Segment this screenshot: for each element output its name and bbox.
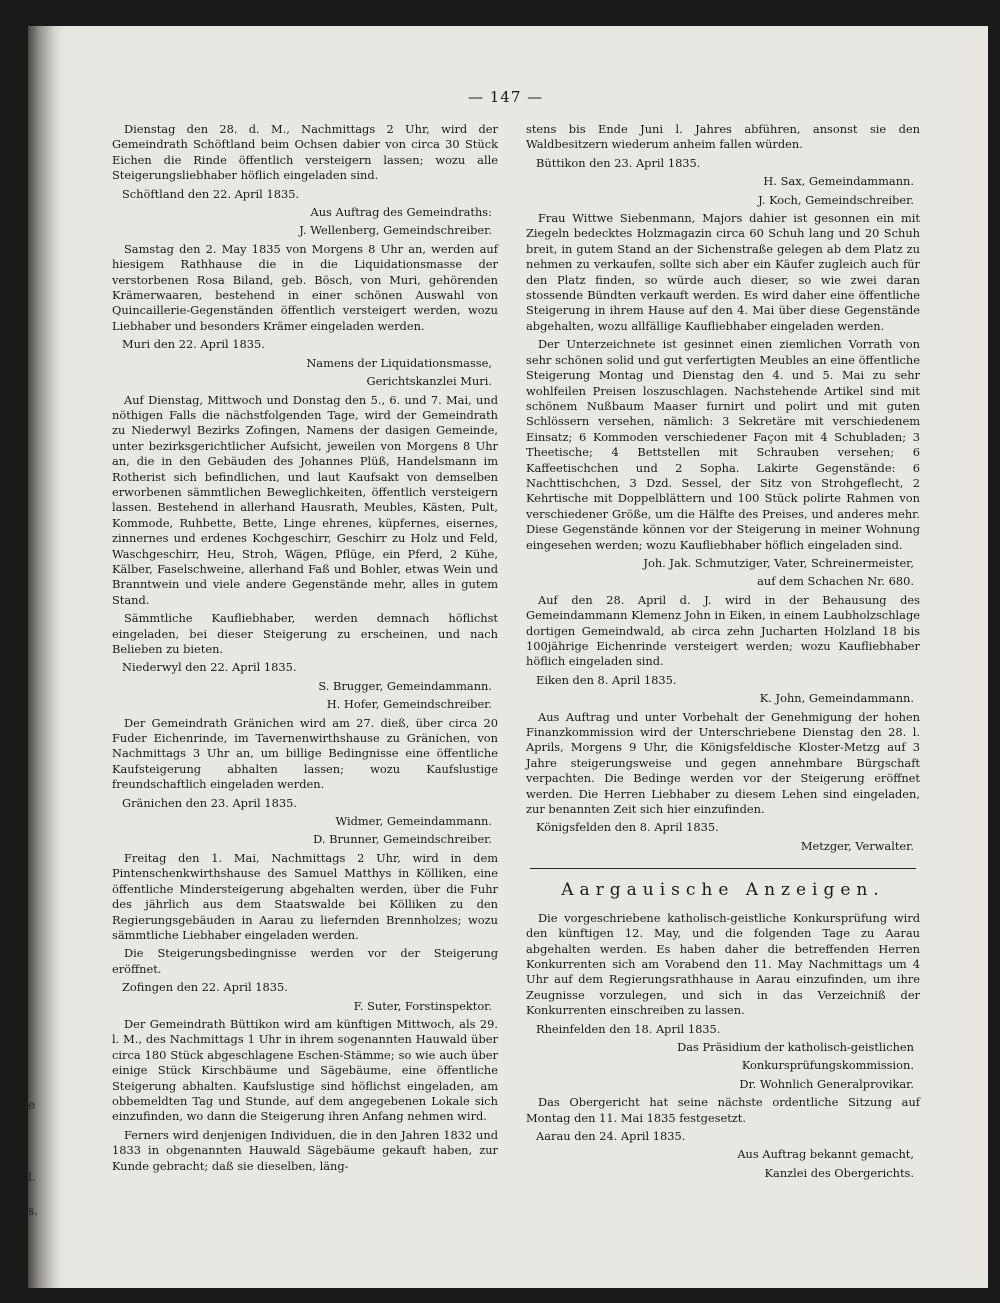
notice-signature: auf dem Schachen Nr. 680. xyxy=(757,574,914,589)
notice-signature: Dr. Wohnlich Generalprovikar. xyxy=(739,1076,914,1091)
notice-signature: Metzger, Verwalter. xyxy=(800,838,914,853)
notice-signature: Aus Auftrag des Gemeindraths: xyxy=(310,205,492,220)
notice-signature: H. Hofer, Gemeindschreiber. xyxy=(326,697,492,712)
notice-text: Freitag den 1. Mai, Nachmittags 2 Uhr, wird in dem Pintenschenkwirthshause des Samuel Matthys in Kölliken, eine öffentliche Mindersteigerung abgehalten werden, über die Fuhr des jährlich aus dem Staatswalde bei Kölliken zu den Regierungsgebäuden in Aarau zu liefernden Brennholzes; wozu sämmtliche Liebhaber eingeladen werden. xyxy=(112,850,498,942)
notice-signature: Kanzlei des Obergerichts. xyxy=(764,1165,914,1180)
notice-text: Aus Auftrag und unter Vorbehalt der Genehmigung der hohen Finanzkommission wird der Unterschriebene Dienstag den 28. l. Aprils, Morgens 9 Uhr, die Königsfeldische Kloster-Metzg auf 3 Jahre steigerungsweise und gegen annehmbare Bürgschaft verpachten. Die Bedinge werden vor der Steigerung eröffnet werden. Die Herren Liebhaber zu diesem Lehen sind eingeladen, zur benannten Zeit sich hier einzufinden. xyxy=(526,709,920,817)
notice-signature: S. Brugger, Gemeindammann. xyxy=(318,678,492,693)
notice-signature: Gerichtskanzlei Muri. xyxy=(366,374,492,389)
notice-signature: D. Brunner, Gemeindschreiber. xyxy=(313,832,492,847)
notice-text: Das Obergericht hat seine nächste ordentliche Sitzung auf Montag den 11. Mai 1835 festgesetzt. xyxy=(526,1095,920,1125)
margin-fragment: s. xyxy=(28,1204,38,1218)
notice-text: Der Unterzeichnete ist gesinnet einen ziemlichen Vorrath von sehr schönen solid und gut verfertigten Meubles an eine öffentliche Steigerung Montag und Dienstag den 4. und 5. Mai zu sehr wohlfeilen Preisen loszuschlagen. Nachstehende Artikel sind mit schönem Nußbaum Maaser furnirt und polirt und mit guten Schlössern versehen, nämlich: 3 Sekretäre mit verschiedenem Einsatz; 6 Kommoden verschiedener Façon mit 4 Schubladen; 3 Theetische; 4 Bettstellen mit Schrauben versehen; 6 Kaffeetischchen und 2 Sopha. Lakirte Gegenstände: 6 Nachttischchen, 3 Dzd. Sessel, der Sitz von Strohgeflecht, 2 Kehrtische mit Doppelblättern und 100 Stück polirte Rahmen von verschiedener Größe, um die Hälfte des Preises, und anderes mehr. Diese Gegenstände können vor der Steigerung in meiner Wohnung eingesehen werden; wozu Kaufliebhaber höflich eingeladen sind. xyxy=(526,337,920,552)
notice-signature: F. Suter, Forstinspektor. xyxy=(353,998,492,1013)
margin-fragment: e xyxy=(28,1098,36,1112)
margin-fragment: l. xyxy=(28,1170,36,1184)
notice-place-date: Gränichen den 23. April 1835. xyxy=(122,795,297,810)
notice-place-date: Schöftland den 22. April 1835. xyxy=(122,186,300,201)
notice-place-date: Zofingen den 22. April 1835. xyxy=(122,980,288,995)
notice-place-date: Büttikon den 23. April 1835. xyxy=(536,155,701,170)
right-column xyxy=(526,122,920,1184)
notice-place-date: Eiken den 8. April 1835. xyxy=(536,672,677,687)
notice-signature: K. John, Gemeindammann. xyxy=(759,691,914,706)
notice-signature: Konkursprüfungskommission. xyxy=(741,1058,914,1073)
notice-text: Der Gemeindrath Büttikon wird am künftigen Mittwoch, als 29. l. M., des Nachmittags 1 Uhr in ihrem sogenannten Hauwald über circa 180 Stück abgeschlagene Eschen-Stämme; so wie auch über einige Stück Kirschbäume und Sägebäume, eine öffentliche Steigerung abhalten. Kaufslustige sind höflichst eingeladen, am obbemeldten Tag und Stunde, auf dem angegebenen Lokale sich einzufinden, wo dann die Steigerung ihren Anfang nehmen wird. xyxy=(112,1016,498,1124)
right-column-notices xyxy=(526,122,920,854)
newspaper-page xyxy=(28,26,988,1288)
notice-signature: Aus Auftrag bekannt gemacht, xyxy=(737,1147,914,1162)
notice-signature: Joh. Jak. Schmutziger, Vater, Schreinermeister, xyxy=(643,555,914,570)
notice-signature: J. Koch, Gemeindschreiber. xyxy=(758,192,914,207)
section-separator xyxy=(530,868,916,869)
notice-text: Dienstag den 28. d. M., Nachmittags 2 Uhr, wird der Gemeindrath Schöftland beim Ochsen dabier von circa 30 Stück Eichen die Rinde öffentlich versteigern lassen; wozu alle Steigerungsliebhaber höflich eingeladen sind. xyxy=(112,122,498,183)
notice-signature: Namens der Liquidationsmasse, xyxy=(306,355,492,370)
notice-text: Samstag den 2. May 1835 von Morgens 8 Uhr an, werden auf hiesigem Rathhause die in die Liquidationsmasse der verstorbenen Rosa Biland, geb. Bösch, von Muri, gehörenden Krämerwaaren, bestehend in einer schönen Auswahl von Quincaillerie-Gegenständen öffentlich versteigert werden, wozu Liebhaber und besonders Krämer eingeladen werden. xyxy=(112,241,498,333)
notice-text: Ferners wird denjenigen Individuen, die in den Jahren 1832 und 1833 in obgenannten Hauwald Sägebäume gekauft haben, zur Kunde gebracht; daß sie dieselben, läng- xyxy=(112,1127,498,1173)
notice-place-date: Königsfelden den 8. April 1835. xyxy=(536,820,719,835)
notice-text: Die vorgeschriebene katholisch-geistliche Konkursprüfung wird den künftigen 12. May, und die folgenden Tage zu Aarau abgehalten werden. Es haben daher die betreffenden Herren Konkurrenten sich am Vorabend den 11. May Nachmittags um 4 Uhr auf dem Regierungsrathhause in Aarau einzufinden, um ihre Zeugnisse vorzulegen, und sich in das Verzeichniß der Konkurrenten einschreiben zu lassen. xyxy=(526,910,920,1018)
notice-text: Die Steigerungsbedingnisse werden vor der Steigerung eröffnet. xyxy=(112,946,498,976)
left-column xyxy=(112,122,498,1177)
notice-signature: Das Präsidium der katholisch-geistlichen xyxy=(677,1039,914,1054)
notice-signature: J. Wellenberg, Gemeindschreiber. xyxy=(299,223,492,238)
notice-signature: H. Sax, Gemeindammann. xyxy=(763,174,914,189)
notice-text: Sämmtliche Kaufliebhaber, werden demnach höflichst eingeladen, bei dieser Steigerung zu erscheinen, und nach Belieben zu bieten. xyxy=(112,611,498,656)
notice-text: Auf den 28. April d. J. wird in der Behausung des Gemeindammann Klemenz John in Eiken, in einem Laubholzschlage dortigen Gemeindwald, ab circa zehn Jucharten Holzland 18 bis 100jährige Eichenrinde versteigert werden; wozu Kaufliebhaber höflich eingeladen sind. xyxy=(526,592,920,669)
notice-place-date: Muri den 22. April 1835. xyxy=(122,337,265,352)
section-heading: Aargauische Anzeigen. xyxy=(561,880,885,901)
page-number: — 147 — xyxy=(468,88,544,106)
notice-text: Frau Wittwe Siebenmann, Majors dahier ist gesonnen ein mit Ziegeln bedecktes Holzmagazin circa 60 Schuh lang und 20 Schuh breit, in gutem Stand an der Sichenstraße gelegen ab dem Platz zu nehmen zu verkaufen, sollte sich aber ein Käufer zugleich auch für den Platz finden, so würde auch dieser, so wie zwei daran stossende Bündten verkauft werden. Es wird daher eine öffentliche Steigerung in ihrem Hause auf den 4. Mai über diese Gegenstände abgehalten, wozu allfällige Kaufliebhaber eingeladen werden. xyxy=(526,211,920,333)
notice-place-date: Niederwyl den 22. April 1835. xyxy=(122,660,297,675)
notice-place-date: Rheinfelden den 18. April 1835. xyxy=(536,1021,721,1036)
notice-text: Der Gemeindrath Gränichen wird am 27. dieß, über circa 20 Fuder Eichenrinde, im Tavernenwirthshause zu Gränichen, von Nachmittags 3 Uhr an, um billige Bedingnisse eine öffentliche Kaufsteigerung abhalten lassen; wozu Kaufslustige freundschaftlich eingeladen werden. xyxy=(112,715,498,792)
notice-text: stens bis Ende Juni l. Jahres abführen, ansonst sie den Waldbesitzern wiederum anheim fallen würden. xyxy=(526,122,920,152)
aargau-notices xyxy=(526,911,920,1182)
notice-signature: Widmer, Gemeindammann. xyxy=(335,814,492,829)
notice-place-date: Aarau den 24. April 1835. xyxy=(536,1128,686,1143)
notice-text: Auf Dienstag, Mittwoch und Donstag den 5., 6. und 7. Mai, und nöthigen Falls die nächstfolgenden Tage, wird der Gemeindrath zu Niederwyl Bezirks Zofingen, Namens der dasigen Gemeinde, unter bezirksgerichtlicher Aufsicht, jeweilen von Morgens 8 Uhr an, die in den Gebäuden des Johannes Plüß, Handelsmann im Rotherist sich befindlichen, und laut Kaufsakt von demselben erworbenen sämmtlichen Beweglichkeiten, öffentlich versteigern lassen. Bestehend in allerhand Hausrath, Meubles, Kästen, Pult, Kommode, Ruhbette, Bette, Linge ehrenes, küpfernes, eisernes, zinnernes und erdenes Kochgeschirr, Geschirr zu Holz und Feld, Waschgeschirr, Heu, Stroh, Wägen, Pflüge, ein Pferd, 2 Kühe, Kälber, Faselschweine, allerhand Faß und Bohler, etwas Wein und Branntwein und viele andere Gegenstände mehr, alles in gutem Stand. xyxy=(112,392,498,607)
margin-fragments xyxy=(28,26,48,1288)
